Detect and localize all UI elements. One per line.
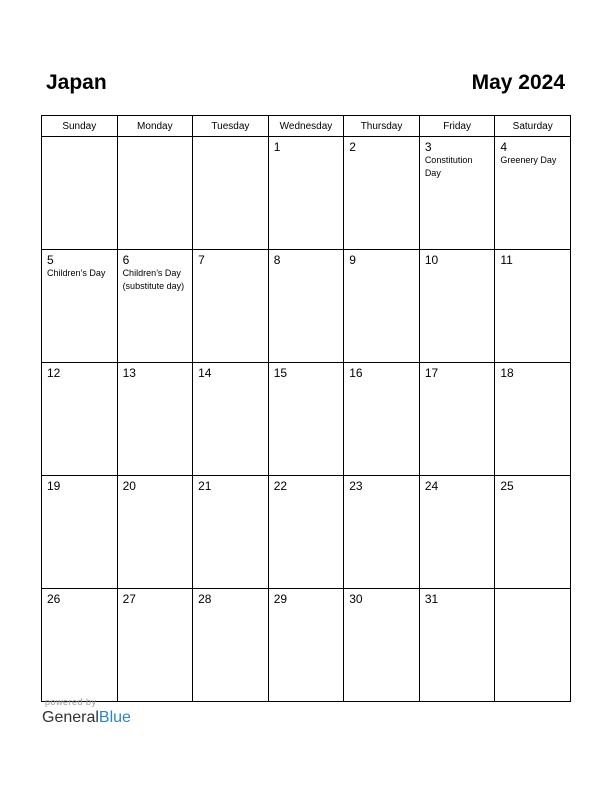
day-cell — [42, 363, 118, 476]
day-number: 14 — [198, 366, 212, 380]
day-number: 5 — [47, 253, 54, 267]
week-row — [42, 137, 571, 250]
day-number: 29 — [273, 592, 288, 606]
day-cell — [42, 476, 118, 589]
day-number: 20 — [122, 479, 136, 493]
holiday-label: Children’s Day (substitute day) — [122, 268, 185, 291]
day-cell — [419, 363, 495, 476]
powered-by-text: powered by — [45, 697, 97, 707]
generalblue-logo — [42, 708, 131, 728]
day-number: 31 — [424, 592, 439, 606]
day-number: 22 — [273, 479, 288, 493]
week-row — [42, 250, 571, 363]
day-cell — [42, 250, 118, 363]
day-cell — [268, 363, 344, 476]
day-number: 16 — [349, 366, 363, 380]
week-row — [42, 589, 571, 702]
brand-blue: Blue — [98, 709, 131, 726]
day-number: 24 — [424, 479, 439, 493]
day-number: 12 — [47, 366, 61, 380]
calendar-grid — [41, 115, 571, 702]
holiday-label: Children’s Day — [47, 268, 106, 278]
week-row — [42, 363, 571, 476]
day-number: 30 — [349, 592, 363, 606]
day-cell — [419, 137, 495, 250]
day-number: 25 — [500, 479, 514, 493]
day-cell — [344, 250, 420, 363]
day-number: 10 — [424, 253, 439, 267]
empty-day-cell — [193, 137, 269, 250]
day-cell — [117, 476, 193, 589]
day-number: 28 — [198, 592, 212, 606]
day-cell — [117, 363, 193, 476]
day-number: 8 — [273, 253, 281, 267]
day-cell — [117, 250, 193, 363]
day-number: 11 — [500, 253, 513, 267]
weekday-header: Tuesday — [193, 116, 269, 137]
empty-day-cell — [495, 589, 571, 702]
day-number: 18 — [500, 366, 514, 380]
day-cell — [268, 476, 344, 589]
country-title: Japan — [46, 71, 107, 94]
day-cell — [344, 363, 420, 476]
day-cell — [419, 476, 495, 589]
day-number: 26 — [47, 592, 61, 606]
day-number: 19 — [47, 479, 61, 493]
day-number: 27 — [122, 592, 136, 606]
weekday-header: Friday — [419, 116, 495, 137]
day-cell — [344, 589, 420, 702]
day-number: 9 — [349, 253, 356, 267]
week-row — [42, 476, 571, 589]
weekday-header-row — [42, 116, 571, 137]
day-number: 23 — [349, 479, 363, 493]
day-number: 6 — [122, 253, 130, 267]
weekday-header: Monday — [117, 116, 193, 137]
day-number: 3 — [424, 140, 432, 154]
day-cell — [193, 250, 269, 363]
day-cell — [495, 476, 571, 589]
day-number: 13 — [122, 366, 136, 380]
day-cell — [419, 250, 495, 363]
weekday-header: Thursday — [344, 116, 420, 137]
footer-branding — [42, 696, 131, 728]
holiday-label: Greenery Day — [500, 155, 557, 165]
day-number: 2 — [349, 140, 356, 154]
day-cell — [268, 137, 344, 250]
day-cell — [193, 589, 269, 702]
weekday-header: Saturday — [495, 116, 571, 137]
brand-general: General — [42, 709, 99, 726]
day-number: 17 — [424, 366, 439, 380]
weekday-header: Wednesday — [268, 116, 344, 137]
holiday-label: Constitution Day — [424, 155, 473, 178]
day-cell — [42, 589, 118, 702]
day-cell — [193, 476, 269, 589]
day-cell — [193, 363, 269, 476]
day-number: 7 — [198, 253, 205, 267]
day-number: 1 — [273, 140, 281, 154]
day-cell — [268, 250, 344, 363]
empty-day-cell — [117, 137, 193, 250]
day-cell — [495, 137, 571, 250]
weekday-header: Sunday — [42, 116, 118, 137]
day-cell — [495, 363, 571, 476]
calendar-body — [42, 137, 571, 702]
day-cell — [495, 250, 571, 363]
day-number: 15 — [273, 366, 288, 380]
day-number: 4 — [500, 140, 508, 154]
day-cell — [419, 589, 495, 702]
day-cell — [117, 589, 193, 702]
day-cell — [344, 137, 420, 250]
day-number: 21 — [198, 479, 212, 493]
day-cell — [344, 476, 420, 589]
month-year-title: May 2024 — [471, 71, 565, 94]
empty-day-cell — [42, 137, 118, 250]
day-cell — [268, 589, 344, 702]
